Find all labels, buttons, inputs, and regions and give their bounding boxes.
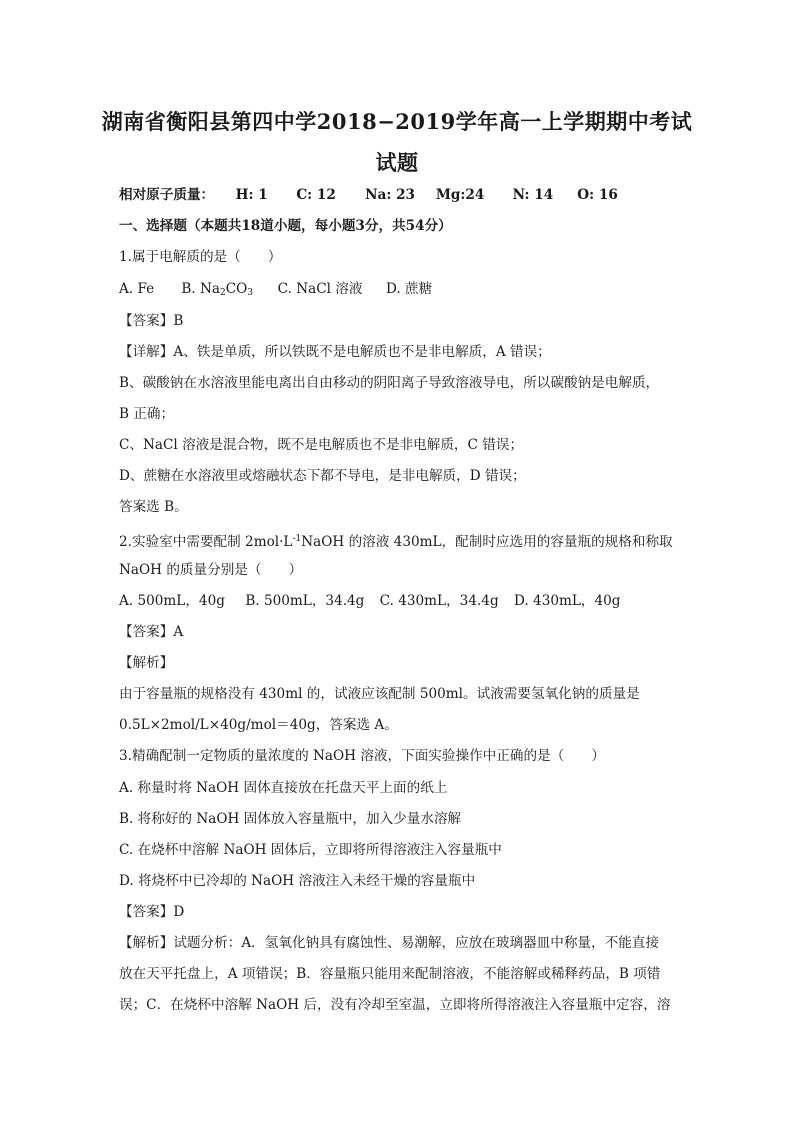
q3-stem: 3.精确配制一定物质的量浓度的 NaOH 溶液，下面实验操作中正确的是（ ） — [119, 748, 606, 764]
q3-answer: 【答案】D — [119, 904, 185, 920]
exam-title: 湖南省衡阳县第四中学2018−2019学年高一上学期期中考试 — [101, 109, 693, 134]
q1-option-c: C. NaCl 溶液 — [277, 281, 363, 297]
atomic-mass-label: 相对原子质量： — [119, 187, 215, 203]
q2-analysis-line: 0.5L×2mol/L×40g/mol＝40g，答案选 A。 — [119, 717, 398, 733]
q1-detail-line: B 正确； — [119, 406, 175, 422]
q1-detail-line: B、碳酸钠在水溶液里能电离出自由移动的阴阳离子导致溶液导电，所以碳酸钠是电解质， — [119, 375, 660, 391]
q2-option-d: D. 430mL，40g — [513, 593, 621, 609]
q1-detail-line: 答案选 B。 — [119, 499, 188, 515]
q3-option-d: D. 将烧杯中已冷却的 NaOH 溶液注入未经干燥的容量瓶中 — [119, 873, 476, 889]
q2-option-a: A. 500mL，40g — [119, 593, 225, 609]
section-heading: 一、选择题（本题共18道小题，每小题3分，共54分） — [119, 218, 452, 234]
q1-options — [119, 280, 679, 302]
q3-analysis-line: 放在天平托盘上，A 项错误；B．容量瓶只能用来配制溶液，不能溶解或稀释药品，B 项错 — [119, 966, 661, 982]
q2-option-b: B. 500mL，34.4g — [245, 593, 365, 609]
q2-option-c: C. 430mL，34.4g — [379, 593, 499, 609]
q2-analysis-line: 由于容量瓶的规格没有 430ml 的，试液应该配制 500ml。试液需要氢氧化钠的质量是 — [119, 686, 640, 702]
q1-detail-line: 【详解】A、铁是单质，所以铁既不是电解质也不是非电解质，A 错误； — [119, 344, 551, 360]
atomic-mass-mg: Mg:24 — [435, 187, 485, 203]
q1-option-d: D. 蔗糖 — [385, 281, 433, 297]
q1-detail-line: C、NaCl 溶液是混合物，既不是电解质也不是非电解质，C 错误； — [119, 437, 524, 453]
exam-title-line2: 试题 — [375, 150, 419, 175]
q3-option-b: B. 将称好的 NaOH 固体放入容量瓶中，加入少量水溶解 — [119, 811, 462, 827]
atomic-mass-o: O: 16 — [577, 187, 618, 203]
q2-answer: 【答案】A — [119, 624, 184, 640]
atomic-mass-n: N: 14 — [512, 187, 554, 203]
atomic-mass-h: H: 1 — [235, 187, 268, 203]
q2-options — [119, 592, 679, 610]
q3-option-c: C. 在烧杯中溶解 NaOH 固体后，立即将所得溶液注入容量瓶中 — [119, 842, 502, 858]
q1-detail-line: D、蔗糖在水溶液里或熔融状态下都不导电，是非电解质，D 错误； — [119, 468, 526, 484]
q1-answer: 【答案】B — [119, 313, 184, 329]
q2-stem: 2.实验室中需要配制 $2mol\cdot L^{-1}NaOH$ 的溶液 430mL，配制时应选用的容量瓶的规格和称取 — [119, 534, 673, 550]
atomic-mass-c: C: 12 — [296, 187, 336, 203]
q1-option-a: A. Fe — [119, 281, 155, 297]
q2-stem-line2: NaOH 的质量分别是（ ） — [119, 562, 303, 578]
q1-option-b: B. $Na_2CO_3$ — [181, 281, 253, 298]
atomic-mass-line — [119, 186, 679, 204]
q3-analysis-line: 误；C．在烧杯中溶解 NaOH 后，没有冷却至室温，立即将所得溶液注入容量瓶中定容，溶 — [119, 997, 671, 1013]
q2-analysis-label: 【解析】 — [119, 655, 174, 671]
atomic-mass-na: Na: 23 — [365, 187, 415, 203]
q3-option-a: A. 称量时将 NaOH 固体直接放在托盘天平上面的纸上 — [119, 780, 448, 796]
q3-analysis-line: 【解析】试题分析：A．氢氧化钠具有腐蚀性、易潮解，应放在玻璃器皿中称量，不能直接 — [119, 935, 659, 951]
q1-stem: 1.属于电解质的是（ ） — [119, 249, 282, 265]
